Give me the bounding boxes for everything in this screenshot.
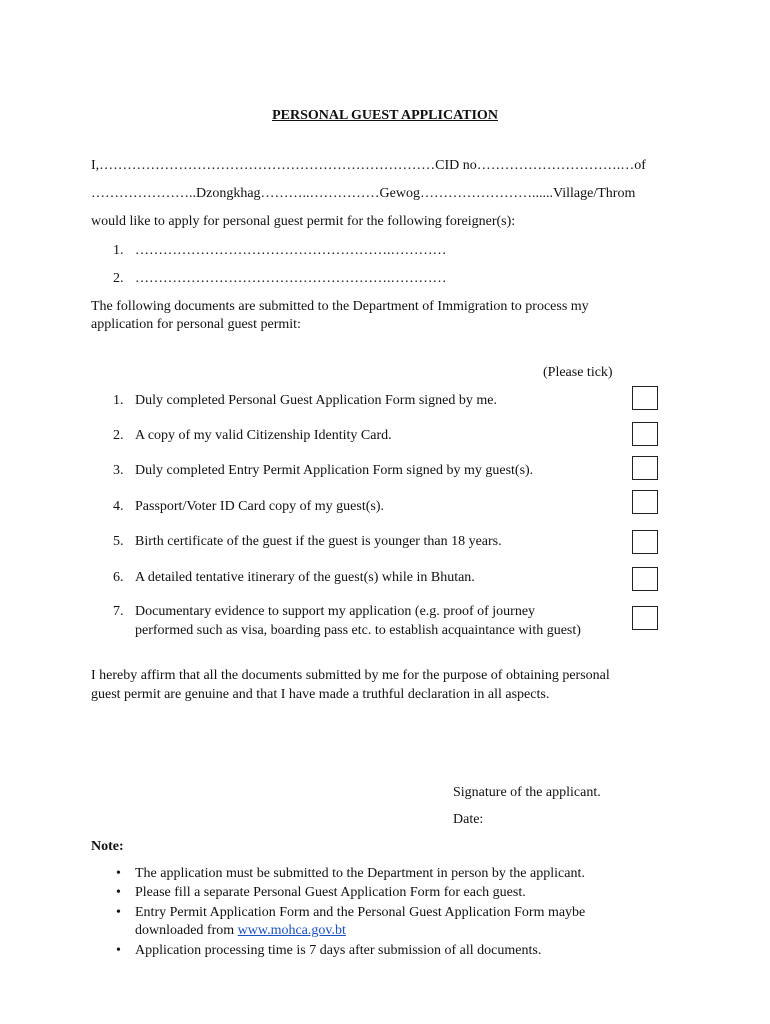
documents-intro-line: The following documents are submitted to the Department of Immigration to process my bbox=[91, 299, 589, 314]
document-number: 6. bbox=[113, 570, 124, 585]
note-text-continued bbox=[135, 923, 346, 939]
mohca-website-link[interactable]: www.mohca.gov.bt bbox=[237, 923, 346, 938]
document-text: Documentary evidence to support my application (e.g. proof of journey bbox=[135, 604, 536, 619]
download-prefix: downloaded from bbox=[135, 923, 238, 938]
document-checkbox[interactable] bbox=[632, 386, 658, 410]
document-text: Birth certificate of the guest if the guest is younger than 18 years. bbox=[135, 534, 502, 549]
foreigner-number: 2. bbox=[113, 271, 124, 286]
document-checkbox[interactable] bbox=[632, 530, 658, 554]
affirmation-line: I hereby affirm that all the documents submitted by me for the purpose of obtaining personal bbox=[91, 668, 610, 683]
document-number: 1. bbox=[113, 393, 124, 408]
document-text: A copy of my valid Citizenship Identity Card. bbox=[135, 428, 392, 443]
document-text: Duly completed Personal Guest Application Form signed by me. bbox=[135, 393, 498, 408]
document-text: A detailed tentative itinerary of the guest(s) while in Bhutan. bbox=[135, 570, 475, 585]
document-number: 3. bbox=[113, 463, 124, 478]
declaration-line-intent: would like to apply for personal guest permit for the following foreigner(s): bbox=[91, 214, 516, 229]
document-checkbox[interactable] bbox=[632, 490, 658, 514]
bullet-icon: • bbox=[116, 885, 121, 900]
affirmation-line: guest permit are genuine and that I have made a truthful declaration in all aspects. bbox=[91, 687, 550, 702]
document-checkbox[interactable] bbox=[632, 567, 658, 591]
signature-label: Signature of the applicant. bbox=[453, 785, 601, 800]
documents-intro-line: application for personal guest permit: bbox=[91, 317, 301, 332]
note-text: Application processing time is 7 days after submission of all documents. bbox=[135, 943, 542, 958]
document-text: Passport/Voter ID Card copy of my guest(s). bbox=[135, 499, 384, 514]
foreigner-number: 1. bbox=[113, 243, 124, 258]
document-number: 2. bbox=[113, 428, 124, 443]
document-text: Duly completed Entry Permit Application Form signed by my guest(s). bbox=[135, 463, 534, 478]
document-checkbox[interactable] bbox=[632, 456, 658, 480]
note-text: Please fill a separate Personal Guest Application Form for each guest. bbox=[135, 885, 526, 900]
note-text: Entry Permit Application Form and the Personal Guest Application Form maybe bbox=[135, 905, 586, 920]
document-number: 4. bbox=[113, 499, 124, 514]
declaration-line-name-cid: I,………………………………………………………………CID no………………………….…of bbox=[91, 158, 646, 173]
bullet-icon: • bbox=[116, 866, 121, 881]
document-number: 5. bbox=[113, 534, 124, 549]
bullet-icon: • bbox=[116, 943, 121, 958]
document-text-continued: performed such as visa, boarding pass etc. to establish acquaintance with guest) bbox=[135, 623, 581, 638]
please-tick-label: (Please tick) bbox=[543, 365, 613, 380]
foreigner-name-blank: ……………………………………………….………… bbox=[135, 271, 447, 286]
date-label: Date: bbox=[453, 812, 484, 827]
page-title: PERSONAL GUEST APPLICATION bbox=[272, 108, 498, 123]
declaration-line-address: …………………..Dzongkhag………..……………Gewog……………………......Village/Throm bbox=[91, 186, 636, 201]
bullet-icon: • bbox=[116, 905, 121, 920]
document-checkbox[interactable] bbox=[632, 422, 658, 446]
note-text: The application must be submitted to the Department in person by the applicant. bbox=[135, 866, 585, 881]
document-checkbox[interactable] bbox=[632, 606, 658, 630]
note-heading: Note: bbox=[91, 839, 124, 854]
foreigner-name-blank: ……………………………………………….………… bbox=[135, 243, 447, 258]
document-number: 7. bbox=[113, 604, 124, 619]
